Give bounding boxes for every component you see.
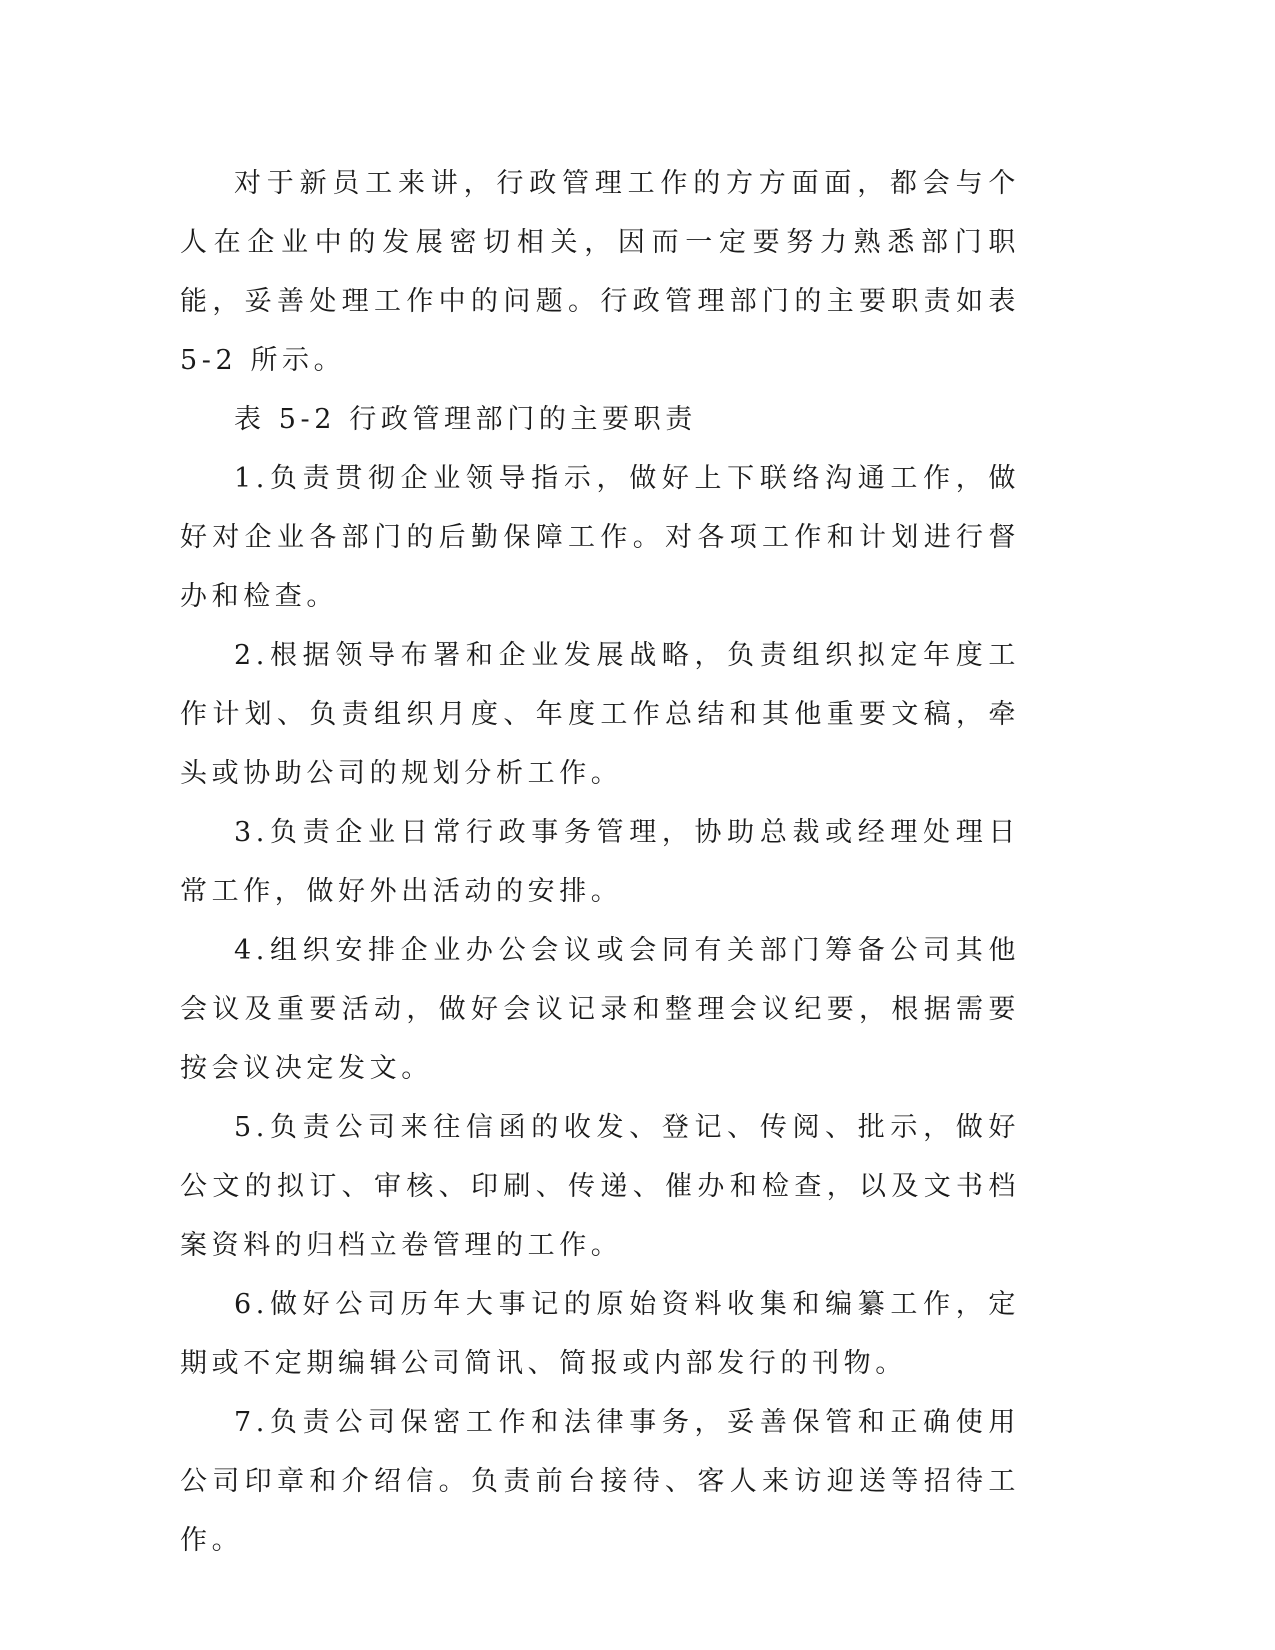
duty-item-7: 7.负责公司保密工作和法律事务，妥善保管和正确使用公司印章和介绍信。负责前台接待、客人来访迎送等招待工作。 bbox=[180, 1407, 1020, 1556]
intro-paragraph: 对于新员工来讲，行政管理工作的方方面面，都会与个人在企业中的发展密切相关，因而一定要努力熟悉部门职能，妥善处理工作中的问题。行政管理部门的主要职责如表 5-2 所示。 bbox=[180, 168, 1020, 376]
table-caption: 表 5-2 行政管理部门的主要职责 bbox=[234, 404, 697, 435]
duty-item-6: 6.做好公司历年大事记的原始资料收集和编纂工作，定期或不定期编辑公司简讯、简报或内部发行的刊物。 bbox=[180, 1289, 1020, 1379]
document-body bbox=[180, 154, 1020, 1570]
duty-item-1: 1.负责贯彻企业领导指示，做好上下联络沟通工作，做好对企业各部门的后勤保障工作。对各项工作和计划进行督办和检查。 bbox=[180, 463, 1020, 612]
duty-item-4: 4.组织安排企业办公会议或会同有关部门筹备公司其他会议及重要活动，做好会议记录和整理会议纪要，根据需要按会议决定发文。 bbox=[180, 935, 1020, 1084]
duty-item-3: 3.负责企业日常行政事务管理，协助总裁或经理处理日常工作，做好外出活动的安排。 bbox=[180, 817, 1020, 907]
duty-item-2: 2.根据领导布署和企业发展战略，负责组织拟定年度工作计划、负责组织月度、年度工作总结和其他重要文稿，牵头或协助公司的规划分析工作。 bbox=[180, 640, 1020, 789]
duty-item-5: 5.负责公司来往信函的收发、登记、传阅、批示，做好公文的拟订、审核、印刷、传递、催办和检查，以及文书档案资料的归档立卷管理的工作。 bbox=[180, 1112, 1020, 1261]
